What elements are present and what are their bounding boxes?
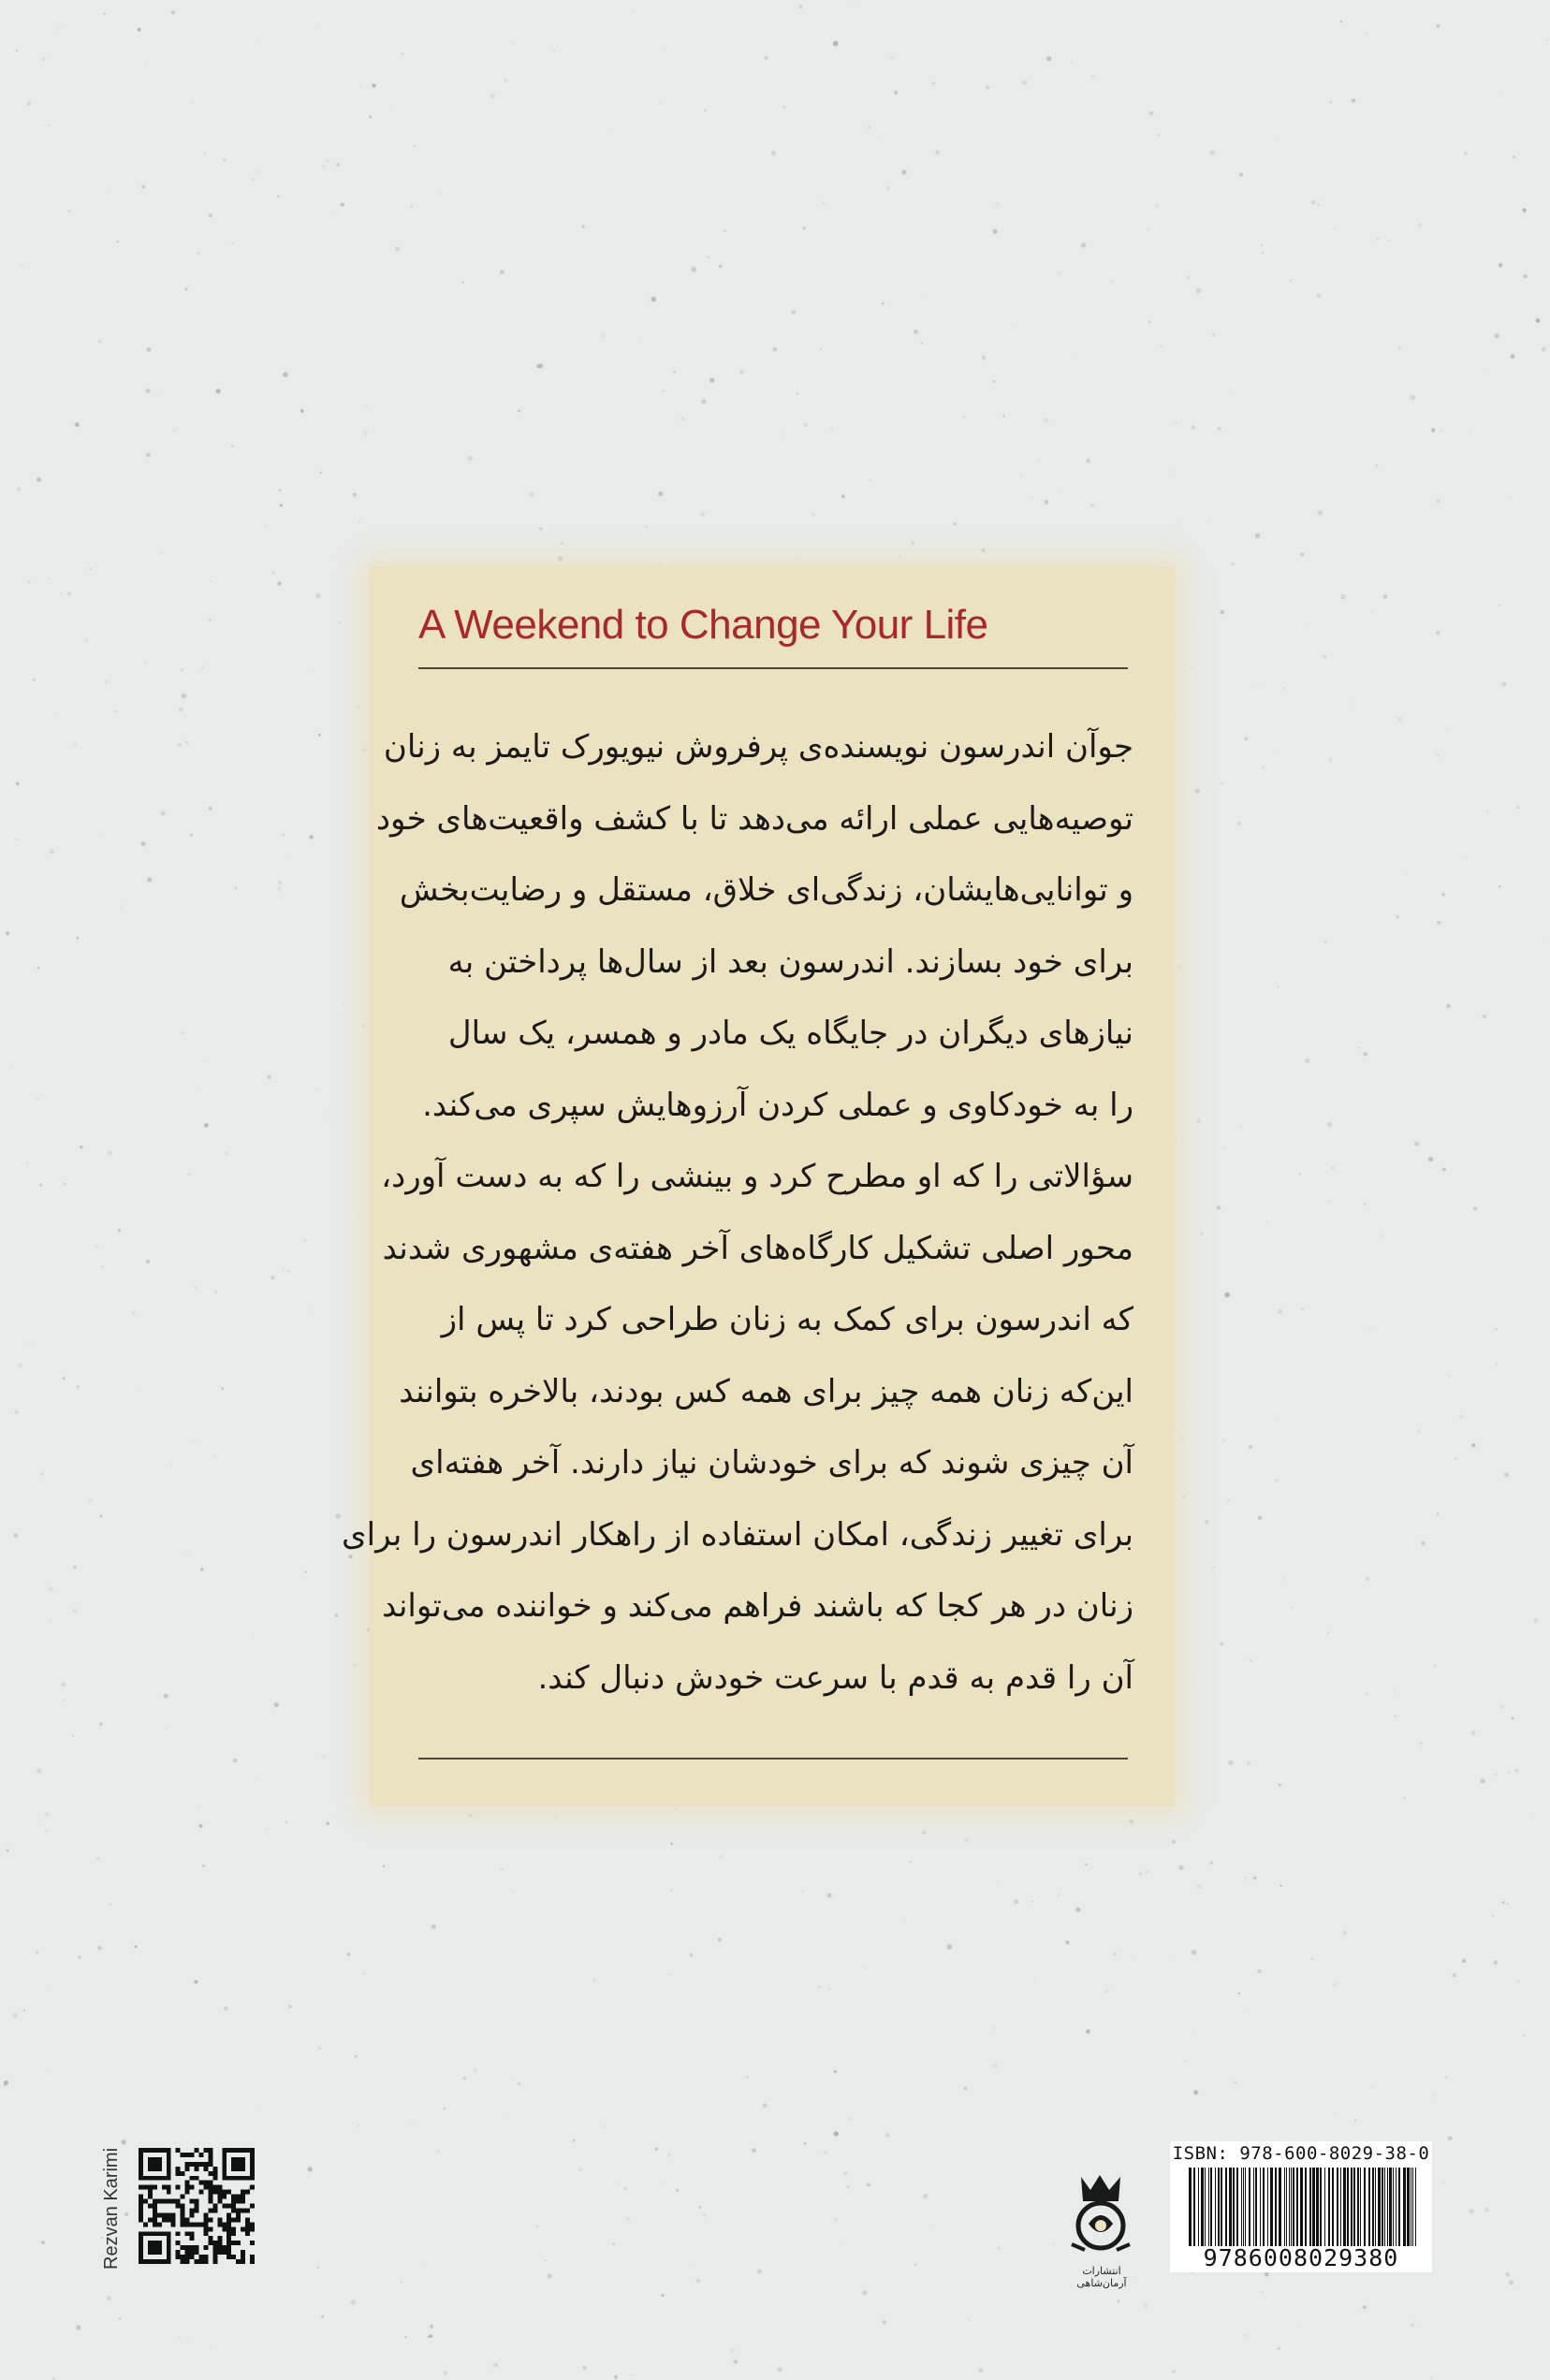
text-line: برای تغییر زندگی، امکان استفاده از راهکار اندرسون را برای — [342, 1515, 1133, 1554]
text-line: سؤالاتی را که او مطرح کرد و بینشی را که به دست آورد، — [381, 1158, 1133, 1195]
text-line: آن را قدم به قدم با سرعت خودش دنبال کند. — [537, 1658, 1133, 1697]
text-line: برای خود بسازند. اندرسون بعد از سال‌ها پرداختن به — [447, 942, 1133, 981]
text-line: و توانایی‌هایشان، زندگی‌ای خلاق، مستقل و رضایت‌بخش — [399, 871, 1133, 909]
isbn-label: ISBN: 978-600-8029-38-0 — [1172, 2143, 1430, 2164]
isbn-barcode — [1170, 2141, 1432, 2272]
description-panel — [342, 566, 1175, 1806]
text-line: محور اصلی تشکیل کارگاه‌های آخر هفته‌ی مشهوری شدند — [382, 1229, 1133, 1267]
english-title: A Weekend to Change Your Life — [418, 602, 988, 648]
barcode-icon — [1187, 2168, 1419, 2246]
publisher-logo-icon — [1062, 2169, 1139, 2274]
barcode-number: 9786008029380 — [1203, 2244, 1399, 2271]
text-line: را به خودکاوی و عملی کردن آرزوهایش سپری می‌کند. — [422, 1086, 1133, 1124]
title-divider — [418, 667, 1128, 669]
text-line: که اندرسون برای کمک به زنان طراحی کرد تا پس از — [441, 1301, 1133, 1338]
text-line: این‌که زنان همه چیز برای همه کس بودند، بالاخره بتوانند — [399, 1372, 1133, 1410]
publisher-name: انتشارات آرمان‌شاهی — [1076, 2265, 1127, 2289]
bottom-divider — [418, 1758, 1128, 1759]
description-text — [342, 711, 1133, 1714]
designer-credit: Rezvan Karimi — [101, 2147, 122, 2270]
text-line: توصیه‌هایی عملی ارائه می‌دهد تا با کشف واقعیت‌های خود — [375, 799, 1133, 838]
qr-code-icon[interactable] — [139, 2148, 255, 2264]
text-line: زنان در هر کجا که باشند فراهم می‌کند و خواننده می‌تواند — [382, 1587, 1133, 1625]
text-line: جوآن اندرسون نویسنده‌ی پرفروش نیویورک تایمز به زنان — [383, 728, 1133, 766]
text-line: آن چیزی شوند که برای خودشان نیاز دارند. آخر هفته‌ای — [410, 1444, 1133, 1482]
text-line: نیازهای دیگران در جایگاه یک مادر و همسر، یک سال — [447, 1015, 1133, 1052]
